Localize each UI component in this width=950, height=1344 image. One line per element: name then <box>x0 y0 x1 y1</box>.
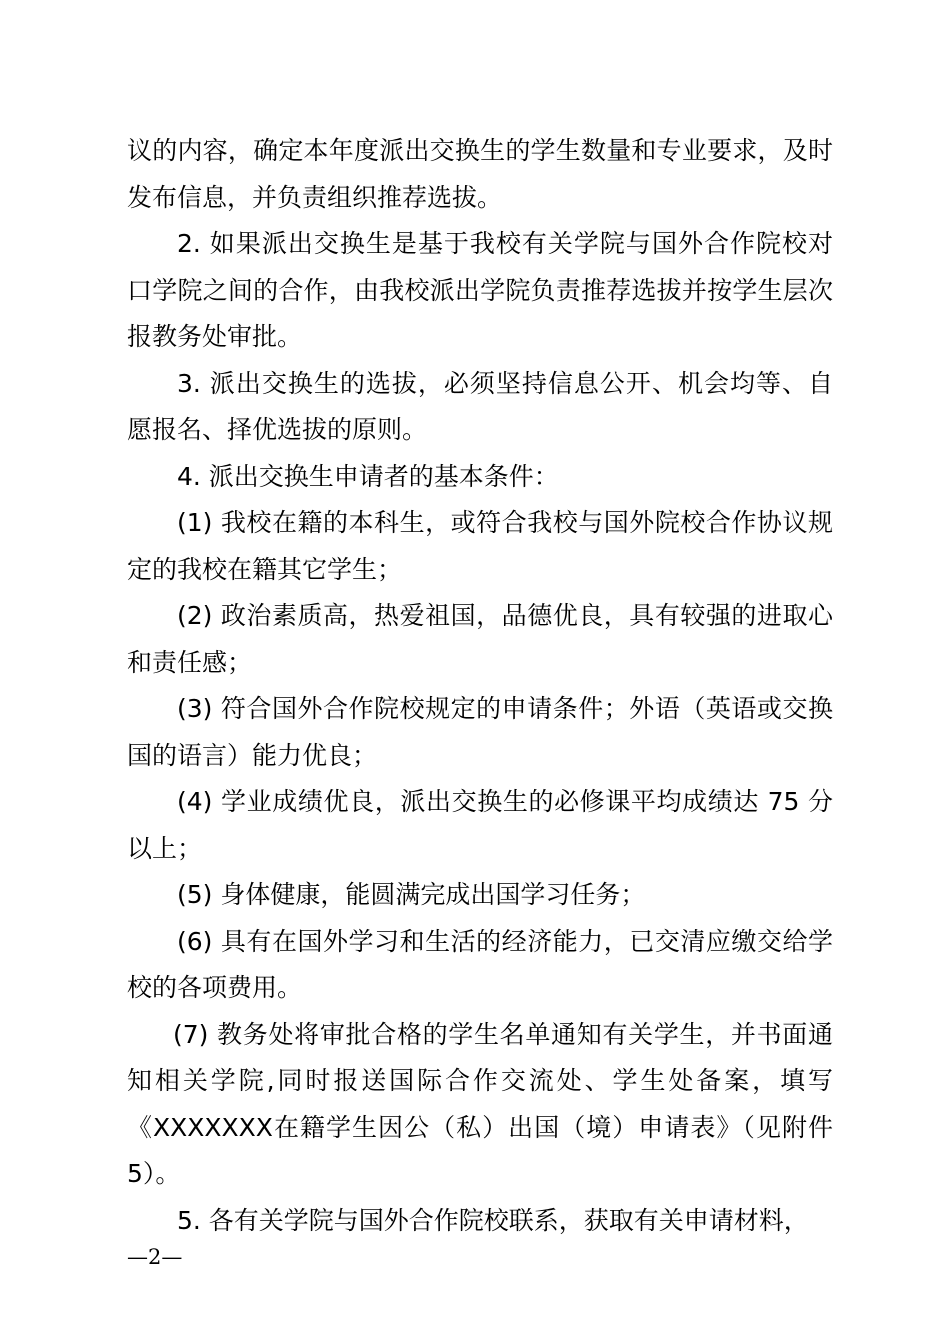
paragraph-condition-4: (4) 学业成绩优良，派出交换生的必修课平均成绩达 75 分以上； <box>127 787 833 863</box>
paragraph-item-5: 5. 各有关学院与国外合作院校联系，获取有关申请材料， <box>177 1205 809 1235</box>
paragraph-condition-7: (7) 教务处将审批合格的学生名单通知有关学生，并书面通知相关学院,同时报送国际合作交流处、学生处备案，填写《XXXXXXX在籍学生因公（私）出国（境）申请表》（见附件 5）。 <box>127 1019 833 1188</box>
paragraph-condition-2: (2) 政治素质高，热爱祖国，品德优良，具有较强的进取心和责任感； <box>127 601 833 677</box>
paragraph-condition-5: (5) 身体健康，能圆满完成出国学习任务； <box>177 880 646 909</box>
paragraph-condition-3: (3) 符合国外合作院校规定的申请条件；外语（英语或交换国的语言）能力优良； <box>127 694 833 770</box>
paragraph-condition-1: (1) 我校在籍的本科生，或符合我校与国外院校合作协议规定的我校在籍其它学生； <box>127 508 833 584</box>
document-body <box>127 128 833 1244</box>
paragraph-item-4: 4. 派出交换生申请者的基本条件： <box>177 461 559 491</box>
paragraph-item-2: 2. 如果派出交换生是基于我校有关学院与国外合作院校对口学院之间的合作，由我校派出学院负责推荐选拔并按学生层次报教务处审批。 <box>127 229 833 351</box>
paragraph-item-3: 3. 派出交换生的选拔，必须坚持信息公开、机会均等、自愿报名、择优选拔的原则。 <box>127 368 833 444</box>
page-number: —2— <box>127 1245 183 1269</box>
paragraph-condition-6: (6) 具有在国外学习和生活的经济能力，已交清应缴交给学校的各项费用。 <box>127 926 833 1002</box>
paragraph-continuation: 议的内容，确定本年度派出交换生的学生数量和专业要求，及时发布信息，并负责组织推荐选拔。 <box>127 136 833 212</box>
